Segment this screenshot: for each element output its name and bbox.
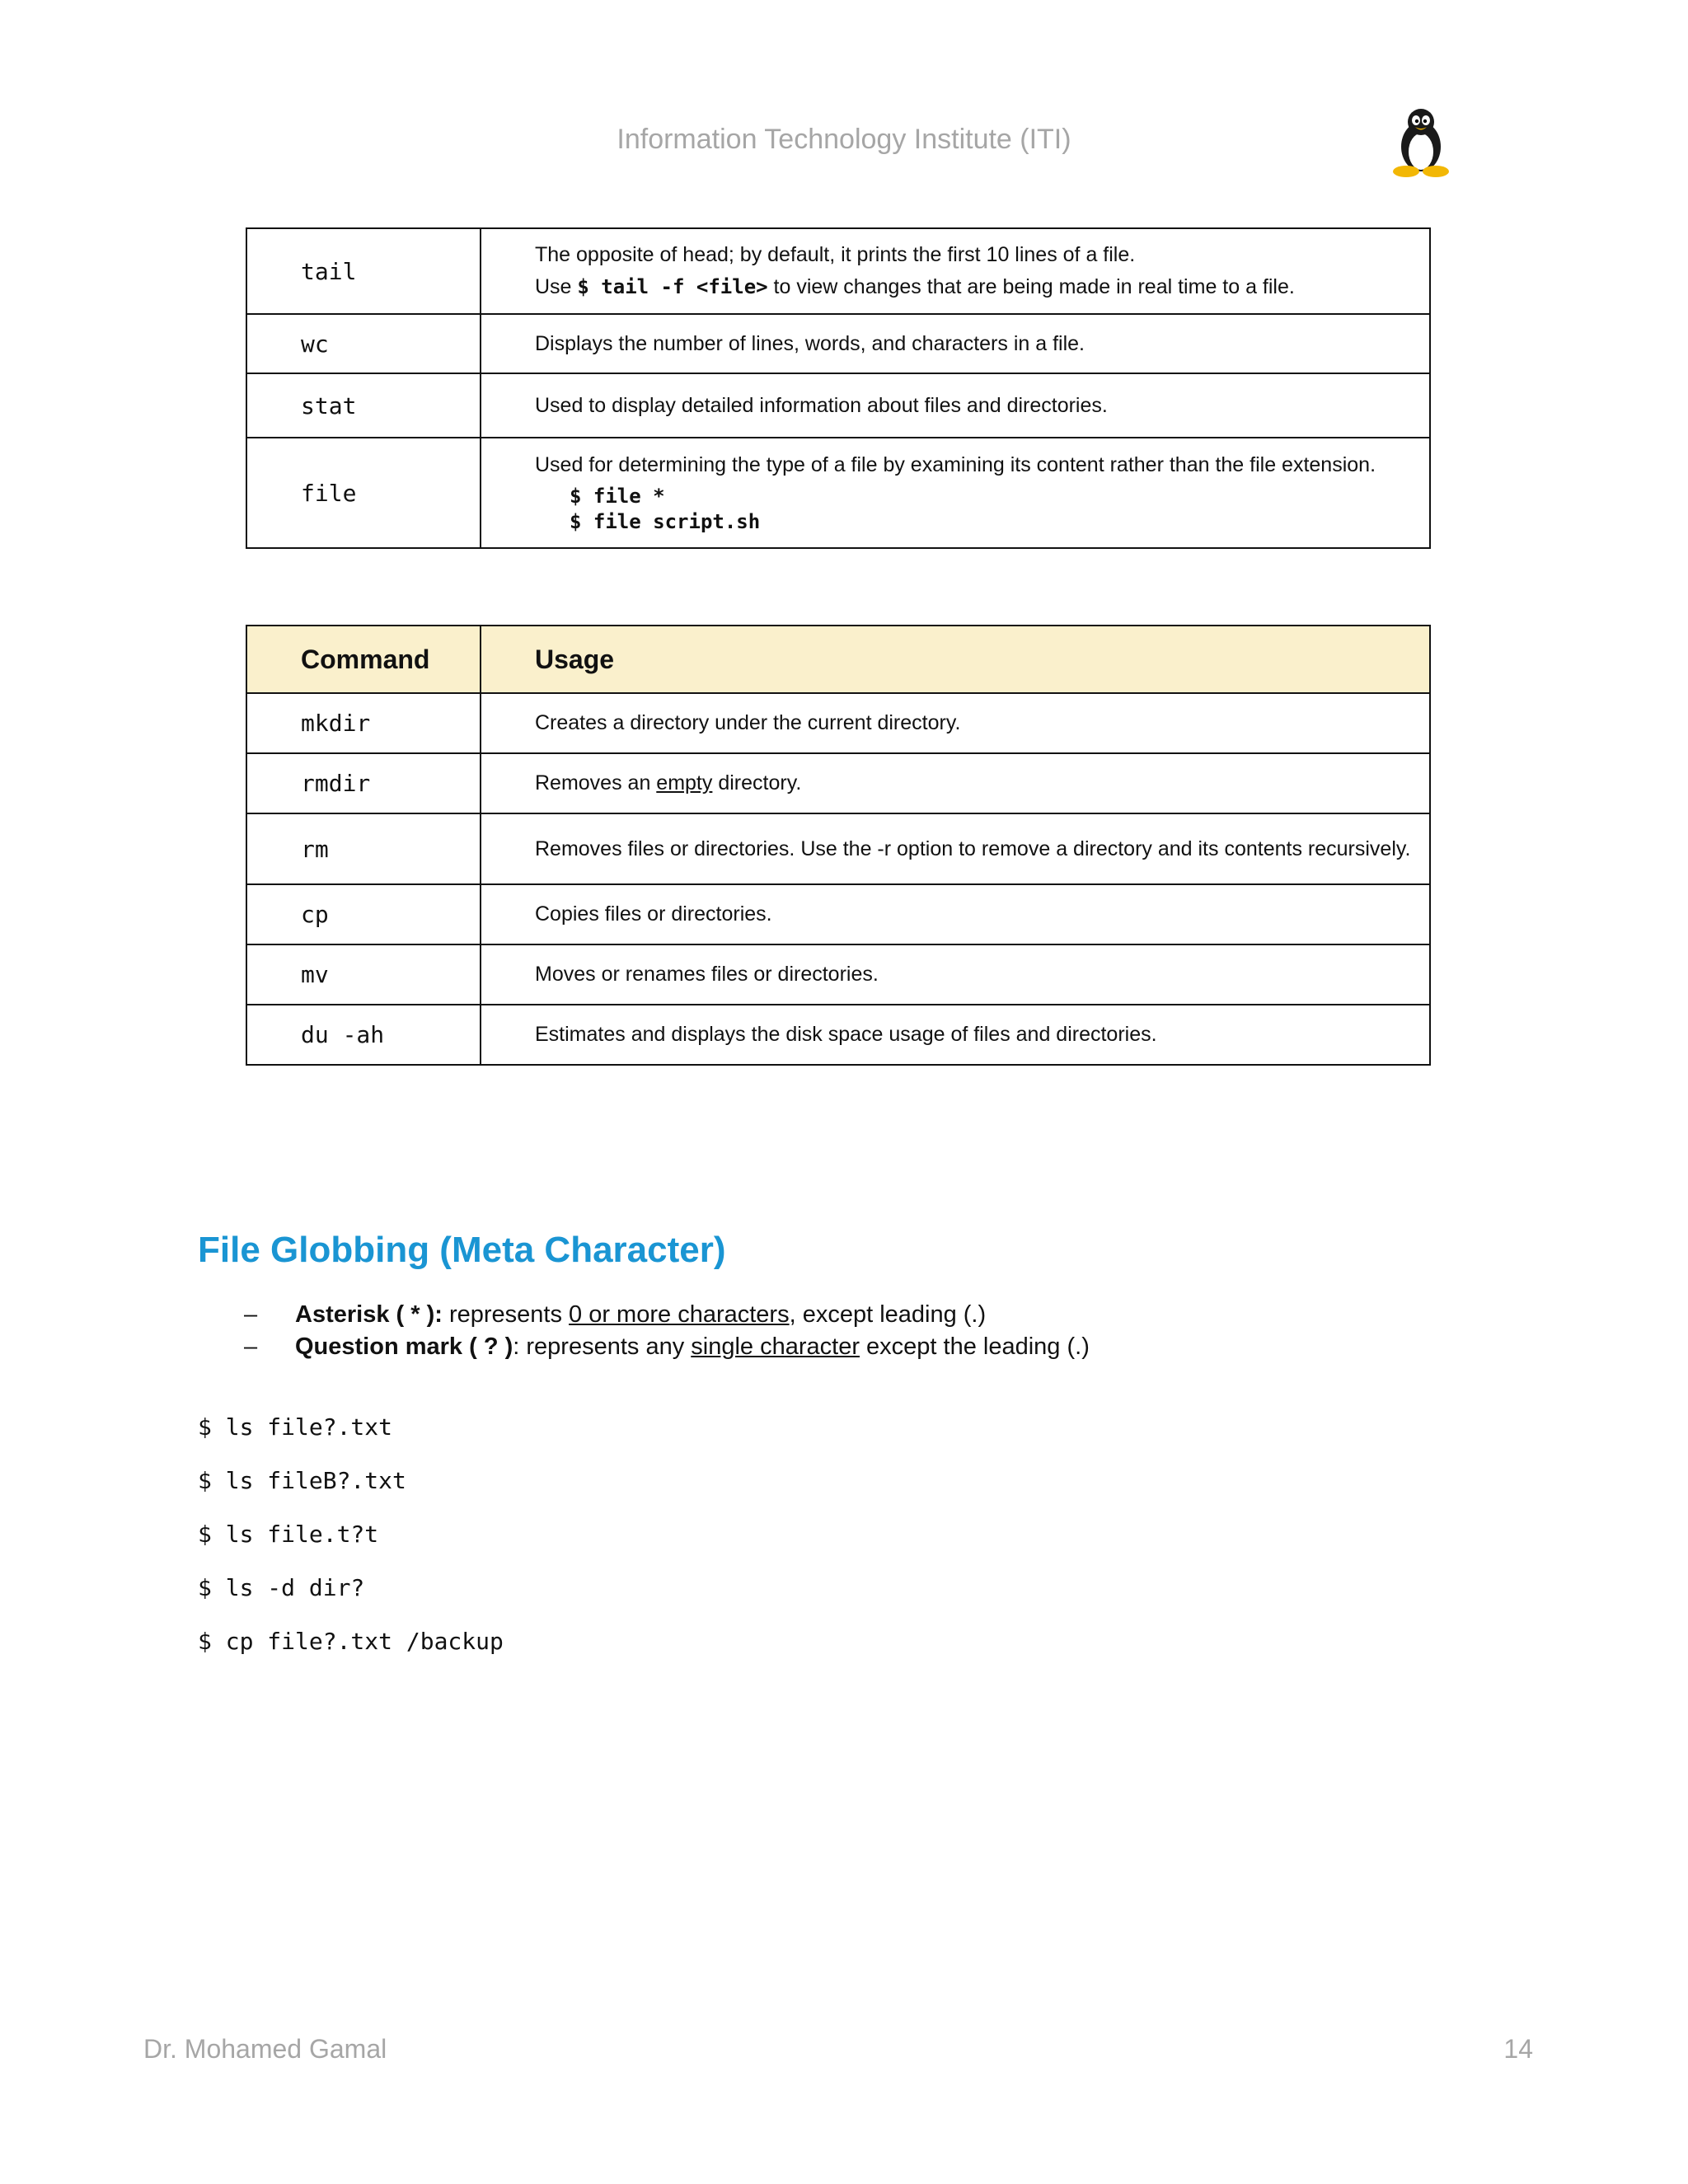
bullet-dash: – — [244, 1333, 258, 1360]
usage-text: directory. — [712, 771, 802, 794]
command-cell: rmdir — [246, 753, 481, 813]
inline-code: $ tail -f <file> — [577, 275, 768, 298]
table-row — [246, 314, 1430, 373]
bullet-text: except the leading (.) — [859, 1333, 1090, 1360]
usage-line: The opposite of head; by default, it prints the first 10 lines of a file. — [535, 243, 1136, 266]
command-cell: tail — [246, 228, 481, 314]
bullet-term: Question mark ( ? ) — [295, 1333, 513, 1360]
usage-cell — [481, 438, 1430, 548]
bullet-text: , except leading (.) — [789, 1301, 987, 1328]
usage-text: Use — [535, 275, 578, 298]
usage-cell — [481, 753, 1430, 813]
bullet-text: represents — [442, 1301, 570, 1328]
directory-commands-table — [246, 625, 1431, 1066]
usage-cell: Creates a directory under the current directory. — [481, 693, 1430, 753]
usage-line — [535, 274, 1413, 301]
usage-cell: Removes files or directories. Use the -r option to remove a directory and its contents recursively. — [481, 813, 1430, 884]
command-cell: file — [246, 438, 481, 548]
table-row — [246, 753, 1430, 813]
command-cell: mv — [246, 944, 481, 1005]
command-cell: stat — [246, 373, 481, 438]
underlined-text: empty — [656, 771, 713, 794]
table-row — [246, 1005, 1430, 1065]
table-row — [246, 944, 1430, 1005]
command-line: $ cp file?.txt /backup — [198, 1628, 504, 1655]
command-cell: du -ah — [246, 1005, 481, 1065]
page-number: 14 — [1503, 2034, 1533, 2064]
tux-penguin-icon — [1388, 105, 1454, 178]
command-line: $ ls -d dir? — [198, 1574, 365, 1601]
bullet-term: Asterisk ( * ): — [295, 1301, 443, 1328]
usage-cell: Displays the number of lines, words, and characters in a file. — [481, 314, 1430, 373]
usage-cell — [481, 228, 1430, 314]
table-row — [246, 813, 1430, 884]
column-header-command: Command — [246, 626, 481, 693]
bullet-list — [244, 1299, 1090, 1363]
command-cell: cp — [246, 884, 481, 944]
command-cell: mkdir — [246, 693, 481, 753]
column-header-usage: Usage — [481, 626, 1430, 693]
list-item — [244, 1299, 1090, 1331]
command-cell: rm — [246, 813, 481, 884]
code-example: $ file * — [570, 484, 665, 508]
file-commands-table — [246, 227, 1431, 549]
bullet-text: : represents any — [513, 1333, 692, 1360]
code-example: $ file script.sh — [570, 509, 761, 533]
page-header-title: Information Technology Institute (ITI) — [617, 124, 1071, 155]
command-cell: wc — [246, 314, 481, 373]
underlined-text: single character — [691, 1333, 860, 1360]
usage-text: Removes an — [535, 771, 657, 794]
footer-author: Dr. Mohamed Gamal — [143, 2034, 387, 2064]
usage-cell: Copies files or directories. — [481, 884, 1430, 944]
table-header-row — [246, 626, 1430, 693]
command-examples — [198, 1411, 504, 1679]
usage-line: Used for determining the type of a file by examining its content rather than the file extension. — [535, 452, 1376, 476]
section-heading: File Globbing (Meta Character) — [198, 1230, 726, 1270]
usage-text: to view changes that are being made in real time to a file. — [767, 275, 1295, 298]
table-row — [246, 373, 1430, 438]
usage-cell: Estimates and displays the disk space usage of files and directories. — [481, 1005, 1430, 1065]
table-row — [246, 438, 1430, 548]
bullet-dash: – — [244, 1301, 258, 1328]
table-row — [246, 228, 1430, 314]
command-line: $ ls file.t?t — [198, 1521, 379, 1548]
table-row — [246, 693, 1430, 753]
command-line: $ ls fileB?.txt — [198, 1467, 406, 1494]
underlined-text: 0 or more characters — [569, 1301, 790, 1328]
list-item — [244, 1331, 1090, 1363]
table-row — [246, 884, 1430, 944]
usage-cell: Moves or renames files or directories. — [481, 944, 1430, 1005]
command-line: $ ls file?.txt — [198, 1413, 393, 1441]
usage-cell: Used to display detailed information about files and directories. — [481, 373, 1430, 438]
